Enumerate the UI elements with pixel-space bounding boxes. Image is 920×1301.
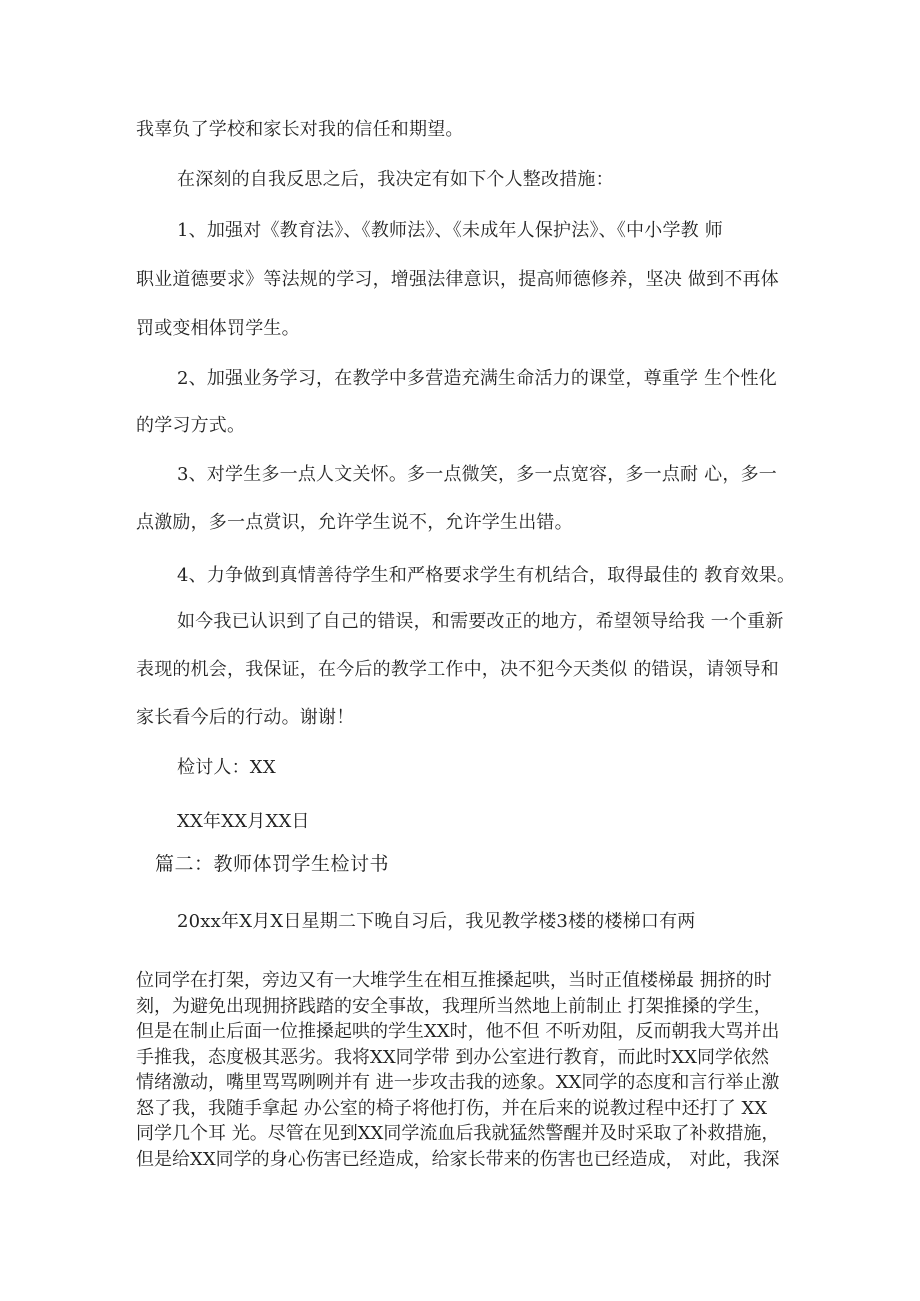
date-line: XX年XX月XX日 — [177, 811, 310, 832]
text-line: 手推我，态度极其恶劣。我将XX同学带 到办公室进行教育，而此时XX同学依然 — [136, 1047, 769, 1068]
signature-line: 检讨人：XX — [177, 757, 276, 778]
text-line: 同学几个耳 光。尽管在见到XX同学流血后我就猛然警醒并及时采取了补救措施， — [136, 1123, 780, 1144]
text-line: 的学习方式。 — [136, 415, 246, 436]
text-line: 家长看今后的行动。谢谢！ — [136, 707, 355, 728]
text-line: 4、力争做到真情善待学生和严格要求学生有机结合，取得最佳的 教育效果。 — [177, 565, 796, 586]
text-line: 但是给XX同学的身心伤害已经造成，给家长带来的伤害也已经造成， 对此，我深 — [136, 1149, 780, 1170]
text-line: 职业道德要求》等法规的学习，增强法律意识，提高师德修养，坚决 做到不再体 — [136, 269, 779, 290]
text-line: 20xx年X月X日星期二下晚自习后，我见教学楼3楼的楼梯口有两 — [177, 911, 696, 932]
text-line: 罚或变相体罚学生。 — [136, 318, 300, 339]
text-line: 在深刻的自我反思之后，我决定有如下个人整改措施： — [177, 169, 614, 190]
text-line: 表现的机会，我保证，在今后的教学工作中，决不犯今天类似 的错误，请领导和 — [136, 659, 779, 680]
text-line: 2、加强业务学习，在教学中多营造充满生命活力的课堂，尊重学 生个性化 — [177, 368, 777, 389]
text-line: 位同学在打架，旁边又有一大堆学生在相互推搡起哄，当时正值楼梯最 拥挤的时 — [136, 970, 772, 991]
section-heading: 篇二：教师体罚学生检讨书 — [155, 853, 390, 875]
text-line: 刻，为避免出现拥挤践踏的安全事故，我理所当然地上前制止 打架推搡的学生， — [136, 996, 772, 1017]
text-line: 1、加强对《教育法》、《教师法》、《未成年人保护法》、《中小学教 师 — [177, 220, 723, 241]
text-line: 点激励，多一点赏识，允许学生说不，允许学生出错。 — [136, 512, 573, 533]
text-line: 情绪激动，嘴里骂骂咧咧并有 进一步攻击我的迹象。XX同学的态度和言行举止激 — [136, 1072, 780, 1093]
text-line: 怒了我，我随手拿起 办公室的椅子将他打伤，并在后来的说教过程中还打了 XX — [136, 1098, 768, 1119]
text-line: 3、对学生多一点人文关怀。多一点微笑，多一点宽容，多一点耐 心，多一 — [177, 464, 777, 485]
text-line: 如今我已认识到了自己的错误，和需要改正的地方，希望领导给我 一个重新 — [177, 611, 784, 632]
text-line: 但是在制止后面一位推搡起哄的学生XX时，他不但 不听劝阻，反而朝我大骂并出 — [136, 1021, 780, 1042]
text-line: 我辜负了学校和家长对我的信任和期望。 — [136, 119, 464, 140]
